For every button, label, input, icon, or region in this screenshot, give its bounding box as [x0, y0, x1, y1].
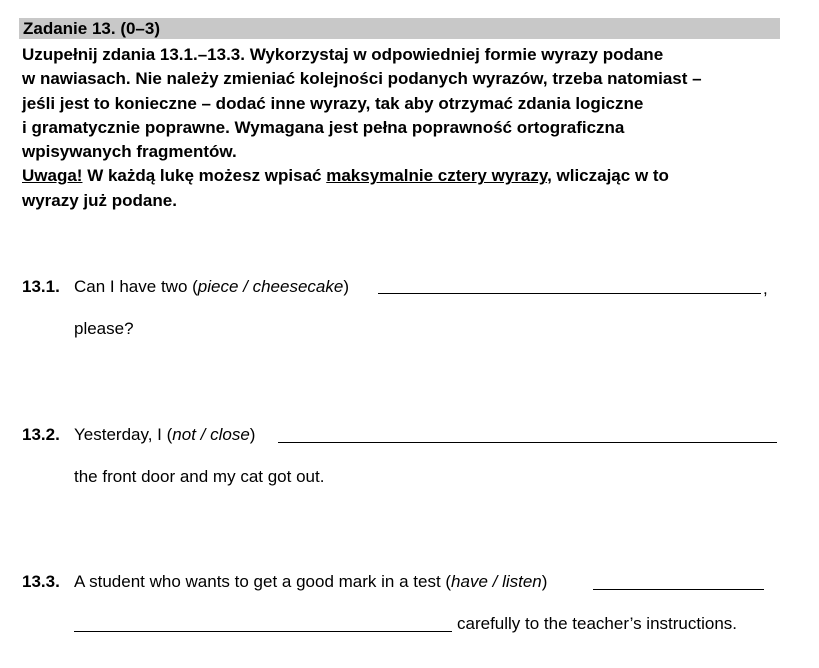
word-prompt: piece / cheesecake [197, 277, 344, 296]
prompt-close: ) [343, 277, 349, 296]
task-number: 13.2. [22, 425, 60, 444]
trailing-comma: , [763, 279, 768, 298]
instructions-line: jeśli jest to konieczne – dodać inne wyrazy, tak aby otrzymać zdania logiczne [22, 93, 644, 113]
instructions-warning-line [22, 164, 792, 188]
instructions-line: Uzupełnij zdania 13.1.–13.3. Wykorzystaj w odpowiedniej formie wyrazy podane [22, 45, 664, 64]
word-prompt: have / listen [451, 572, 542, 591]
sentence-continuation: the front door and my cat got out. [74, 467, 325, 486]
prompt-close: ) [249, 425, 256, 444]
answer-blank-continued[interactable] [74, 631, 452, 632]
prompt-close: ) [541, 572, 548, 591]
sentence-start: Can I have two ( [74, 277, 198, 296]
word-prompt: not / close [172, 425, 250, 444]
instructions-line: wpisywanych fragmentów. [22, 142, 237, 162]
instructions-line: i gramatycznie poprawne. Wymagana jest pełna poprawność ortograficzna [22, 117, 625, 137]
sentence-continuation: please? [74, 319, 134, 338]
answer-blank[interactable] [278, 442, 777, 443]
task-title: Zadanie 13. (0–3) [23, 19, 161, 38]
warning-text: W każdą lukę możesz wpisać [82, 166, 327, 186]
warning-text-end: , wliczając w to [547, 166, 669, 186]
task-sentence [74, 425, 255, 445]
sentence-start: A student who wants to get a good mark in a test ( [74, 572, 452, 591]
instructions-line: wyrazy już podane. [22, 190, 177, 210]
answer-blank[interactable] [593, 589, 764, 590]
task-instructions [22, 43, 792, 213]
task-number: 13.3. [22, 572, 60, 591]
sentence-start: Yesterday, I ( [74, 425, 173, 444]
task-sentence [74, 277, 349, 297]
task-number: 13.1. [22, 277, 60, 296]
word-limit: maksymalnie cztery wyrazy [326, 166, 548, 186]
sentence-continuation: carefully to the teacher’s instructions. [457, 614, 738, 633]
answer-blank[interactable] [378, 293, 761, 294]
task-sentence [74, 572, 547, 592]
warning-label: Uwaga! [22, 166, 83, 186]
instructions-line: w nawiasach. Nie należy zmieniać kolejności podanych wyrazów, trzeba natomiast – [22, 69, 702, 89]
